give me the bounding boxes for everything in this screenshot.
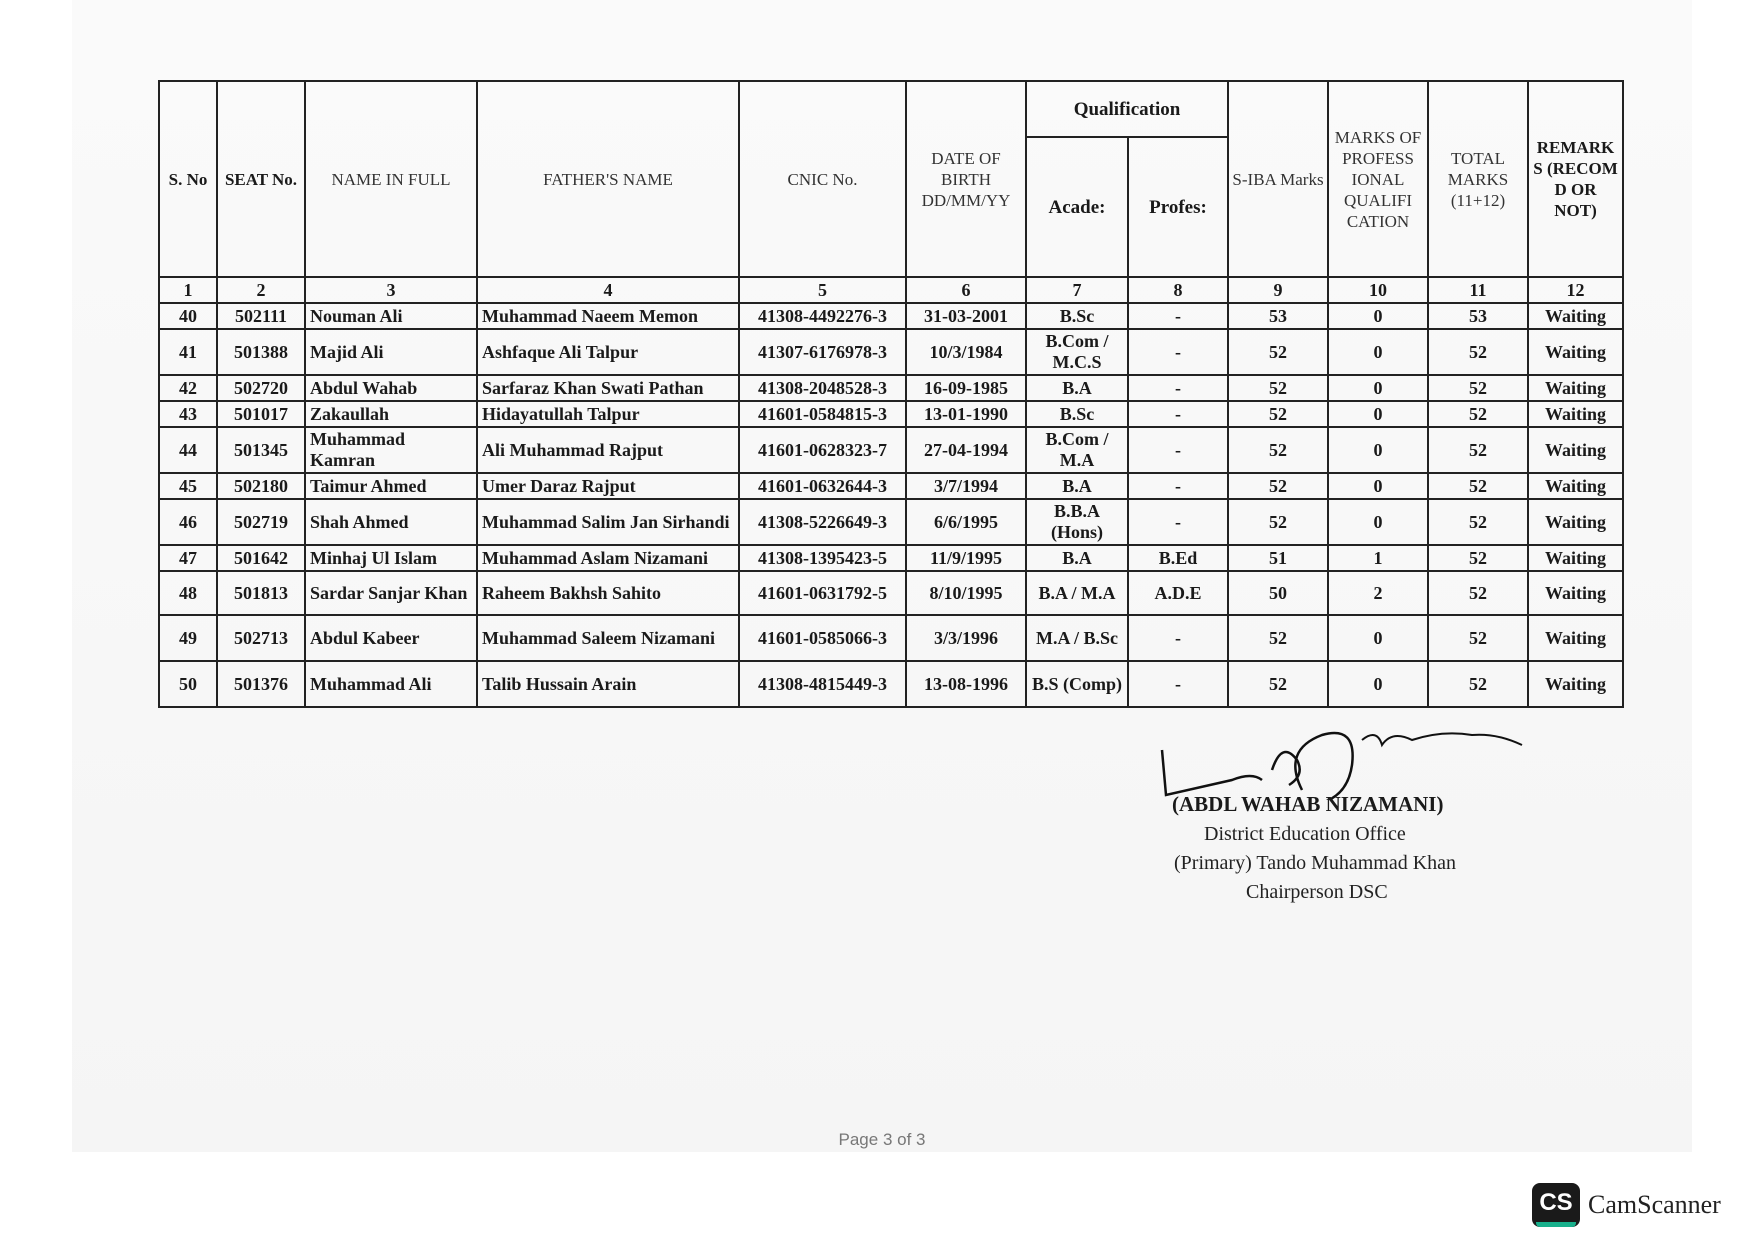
cell-seat: 502180 xyxy=(217,473,305,499)
cell-remarks: Waiting xyxy=(1528,571,1623,615)
cell-sno: 50 xyxy=(159,661,217,707)
paper-sheet xyxy=(72,0,1692,1152)
cell-remarks: Waiting xyxy=(1528,615,1623,661)
cell-father: Muhammad Salim Jan Sirhandi xyxy=(477,499,739,545)
cell-name: Muhammad Ali xyxy=(305,661,477,707)
cell-siba: 52 xyxy=(1228,499,1328,545)
cell-total: 52 xyxy=(1428,401,1528,427)
column-number-cell: 10 xyxy=(1328,277,1428,303)
header-dob: DATE OF BIRTH DD/MM/YY xyxy=(906,81,1026,277)
cell-profes: - xyxy=(1128,427,1228,473)
cell-father: Muhammad Naeem Memon xyxy=(477,303,739,329)
cell-remarks: Waiting xyxy=(1528,473,1623,499)
cell-sno: 46 xyxy=(159,499,217,545)
cell-father: Ali Muhammad Rajput xyxy=(477,427,739,473)
table-row xyxy=(159,329,1623,375)
cell-name: Minhaj Ul Islam xyxy=(305,545,477,571)
cell-total: 52 xyxy=(1428,661,1528,707)
table-row xyxy=(159,661,1623,707)
cell-sno: 43 xyxy=(159,401,217,427)
cell-profes: - xyxy=(1128,473,1228,499)
header-cnic: CNIC No. xyxy=(739,81,906,277)
cell-total: 52 xyxy=(1428,375,1528,401)
cell-remarks: Waiting xyxy=(1528,303,1623,329)
cell-sno: 41 xyxy=(159,329,217,375)
cell-acade: B.A xyxy=(1026,375,1128,401)
column-number-cell: 8 xyxy=(1128,277,1228,303)
cell-remarks: Waiting xyxy=(1528,427,1623,473)
table-row xyxy=(159,499,1623,545)
cell-cnic: 41601-0584815-3 xyxy=(739,401,906,427)
header-father: FATHER'S NAME xyxy=(477,81,739,277)
cell-prof: 0 xyxy=(1328,615,1428,661)
cell-dob: 27-04-1994 xyxy=(906,427,1026,473)
cell-prof: 0 xyxy=(1328,661,1428,707)
cell-profes: - xyxy=(1128,329,1228,375)
cell-father: Umer Daraz Rajput xyxy=(477,473,739,499)
cell-profes: - xyxy=(1128,615,1228,661)
scanned-page xyxy=(72,0,1692,1152)
header-seat: SEAT No. xyxy=(217,81,305,277)
cell-siba: 52 xyxy=(1228,401,1328,427)
cell-total: 53 xyxy=(1428,303,1528,329)
cell-total: 52 xyxy=(1428,329,1528,375)
header-profes: Profes: xyxy=(1128,137,1228,277)
column-number-cell: 5 xyxy=(739,277,906,303)
cell-name: Abdul Kabeer xyxy=(305,615,477,661)
cell-prof: 0 xyxy=(1328,427,1428,473)
cell-cnic: 41601-0628323-7 xyxy=(739,427,906,473)
cell-seat: 501642 xyxy=(217,545,305,571)
cell-remarks: Waiting xyxy=(1528,661,1623,707)
header-prof-marks: MARKS OF PROFESS IONAL QUALIFI CATION xyxy=(1328,81,1428,277)
cell-seat: 501017 xyxy=(217,401,305,427)
cell-prof: 0 xyxy=(1328,473,1428,499)
cell-prof: 0 xyxy=(1328,375,1428,401)
cell-cnic: 41601-0632644-3 xyxy=(739,473,906,499)
cell-dob: 3/3/1996 xyxy=(906,615,1026,661)
table-row xyxy=(159,615,1623,661)
table-row xyxy=(159,427,1623,473)
merit-list-table xyxy=(158,80,1624,708)
cell-sno: 44 xyxy=(159,427,217,473)
cell-dob: 11/9/1995 xyxy=(906,545,1026,571)
cell-sno: 48 xyxy=(159,571,217,615)
cell-seat: 502111 xyxy=(217,303,305,329)
cell-acade: B.A xyxy=(1026,473,1128,499)
cell-prof: 0 xyxy=(1328,499,1428,545)
signatory-office: District Education Office xyxy=(1204,823,1406,845)
cell-siba: 52 xyxy=(1228,427,1328,473)
camscanner-brand: CamScanner xyxy=(1588,1190,1721,1219)
cell-total: 52 xyxy=(1428,427,1528,473)
table-row xyxy=(159,473,1623,499)
cell-siba: 50 xyxy=(1228,571,1328,615)
cell-dob: 13-08-1996 xyxy=(906,661,1026,707)
column-number-cell: 6 xyxy=(906,277,1026,303)
cell-father: Ashfaque Ali Talpur xyxy=(477,329,739,375)
header-name: NAME IN FULL xyxy=(305,81,477,277)
cell-dob: 10/3/1984 xyxy=(906,329,1026,375)
cell-seat: 501813 xyxy=(217,571,305,615)
cell-dob: 3/7/1994 xyxy=(906,473,1026,499)
cell-dob: 31-03-2001 xyxy=(906,303,1026,329)
cell-father: Muhammad Saleem Nizamani xyxy=(477,615,739,661)
header-acade: Acade: xyxy=(1026,137,1128,277)
cell-acade: B.Sc xyxy=(1026,401,1128,427)
signatory-role: Chairperson DSC xyxy=(1246,881,1388,903)
cell-siba: 51 xyxy=(1228,545,1328,571)
cell-total: 52 xyxy=(1428,473,1528,499)
cell-dob: 13-01-1990 xyxy=(906,401,1026,427)
table-body xyxy=(159,303,1623,707)
header-sno: S. No xyxy=(159,81,217,277)
cell-prof: 0 xyxy=(1328,303,1428,329)
cell-cnic: 41307-6176978-3 xyxy=(739,329,906,375)
cell-seat: 502720 xyxy=(217,375,305,401)
cell-prof: 1 xyxy=(1328,545,1428,571)
cell-dob: 16-09-1985 xyxy=(906,375,1026,401)
cell-name: Zakaullah xyxy=(305,401,477,427)
cell-profes: B.Ed xyxy=(1128,545,1228,571)
cell-father: Muhammad Aslam Nizamani xyxy=(477,545,739,571)
cell-remarks: Waiting xyxy=(1528,401,1623,427)
cell-name: Muhammad Kamran xyxy=(305,427,477,473)
cell-name: Nouman Ali xyxy=(305,303,477,329)
column-number-cell: 12 xyxy=(1528,277,1623,303)
cell-acade: B.A / M.A xyxy=(1026,571,1128,615)
cell-seat: 501345 xyxy=(217,427,305,473)
cell-name: Sardar Sanjar Khan xyxy=(305,571,477,615)
cell-remarks: Waiting xyxy=(1528,329,1623,375)
header-siba: S-IBA Marks xyxy=(1228,81,1328,277)
table-row xyxy=(159,303,1623,329)
cell-cnic: 41601-0631792-5 xyxy=(739,571,906,615)
cell-father: Talib Hussain Arain xyxy=(477,661,739,707)
cell-sno: 47 xyxy=(159,545,217,571)
cell-acade: B.B.A (Hons) xyxy=(1026,499,1128,545)
cell-siba: 52 xyxy=(1228,473,1328,499)
cell-profes: - xyxy=(1128,661,1228,707)
cell-acade: B.Sc xyxy=(1026,303,1128,329)
cell-father: Hidayatullah Talpur xyxy=(477,401,739,427)
table-row xyxy=(159,401,1623,427)
handwritten-signature xyxy=(1122,720,1542,800)
table-row xyxy=(159,375,1623,401)
cell-seat: 501388 xyxy=(217,329,305,375)
header-qualification: Qualification xyxy=(1026,81,1228,137)
cell-sno: 45 xyxy=(159,473,217,499)
cell-remarks: Waiting xyxy=(1528,545,1623,571)
camscanner-logo-icon: CS xyxy=(1532,1183,1580,1227)
cell-total: 52 xyxy=(1428,615,1528,661)
cell-cnic: 41308-2048528-3 xyxy=(739,375,906,401)
cell-acade: B.Com / M.C.S xyxy=(1026,329,1128,375)
cell-siba: 52 xyxy=(1228,615,1328,661)
cell-dob: 8/10/1995 xyxy=(906,571,1026,615)
header-remarks: REMARK S (RECOM D OR NOT) xyxy=(1528,81,1623,277)
cell-siba: 52 xyxy=(1228,375,1328,401)
cell-father: Raheem Bakhsh Sahito xyxy=(477,571,739,615)
cell-sno: 49 xyxy=(159,615,217,661)
cell-seat: 501376 xyxy=(217,661,305,707)
cell-profes: - xyxy=(1128,499,1228,545)
page-number: Page 3 of 3 xyxy=(838,1130,926,1149)
cell-remarks: Waiting xyxy=(1528,375,1623,401)
cell-siba: 52 xyxy=(1228,329,1328,375)
column-number-row xyxy=(159,277,1623,303)
cell-seat: 502719 xyxy=(217,499,305,545)
cell-total: 52 xyxy=(1428,545,1528,571)
column-number-cell: 3 xyxy=(305,277,477,303)
cell-remarks: Waiting xyxy=(1528,499,1623,545)
cell-profes: - xyxy=(1128,401,1228,427)
cell-siba: 52 xyxy=(1228,661,1328,707)
cell-name: Shah Ahmed xyxy=(305,499,477,545)
cell-profes: - xyxy=(1128,375,1228,401)
cell-cnic: 41308-1395423-5 xyxy=(739,545,906,571)
cell-cnic: 41308-4815449-3 xyxy=(739,661,906,707)
cell-name: Abdul Wahab xyxy=(305,375,477,401)
signatory-district: (Primary) Tando Muhammad Khan xyxy=(1174,852,1457,874)
cell-acade: B.S (Comp) xyxy=(1026,661,1128,707)
cell-siba: 53 xyxy=(1228,303,1328,329)
cell-profes: - xyxy=(1128,303,1228,329)
cell-cnic: 41308-5226649-3 xyxy=(739,499,906,545)
cell-name: Taimur Ahmed xyxy=(305,473,477,499)
table-row xyxy=(159,571,1623,615)
column-number-cell: 9 xyxy=(1228,277,1328,303)
column-number-cell: 4 xyxy=(477,277,739,303)
cell-profes: A.D.E xyxy=(1128,571,1228,615)
column-number-cell: 7 xyxy=(1026,277,1128,303)
cell-cnic: 41601-0585066-3 xyxy=(739,615,906,661)
cell-prof: 2 xyxy=(1328,571,1428,615)
cell-prof: 0 xyxy=(1328,329,1428,375)
cell-prof: 0 xyxy=(1328,401,1428,427)
column-number-cell: 1 xyxy=(159,277,217,303)
signatory-name: (ABDL WAHAB NIZAMANI) xyxy=(1172,792,1444,816)
column-number-cell: 2 xyxy=(217,277,305,303)
cell-cnic: 41308-4492276-3 xyxy=(739,303,906,329)
table-row xyxy=(159,545,1623,571)
cell-seat: 502713 xyxy=(217,615,305,661)
table-header-row xyxy=(159,81,1623,137)
cell-acade: B.Com / M.A xyxy=(1026,427,1128,473)
cell-acade: M.A / B.Sc xyxy=(1026,615,1128,661)
cell-total: 52 xyxy=(1428,499,1528,545)
cell-sno: 40 xyxy=(159,303,217,329)
cell-acade: B.A xyxy=(1026,545,1128,571)
cell-father: Sarfaraz Khan Swati Pathan xyxy=(477,375,739,401)
header-total: TOTAL MARKS (11+12) xyxy=(1428,81,1528,277)
column-number-cell: 11 xyxy=(1428,277,1528,303)
cell-total: 52 xyxy=(1428,571,1528,615)
cell-sno: 42 xyxy=(159,375,217,401)
cell-dob: 6/6/1995 xyxy=(906,499,1026,545)
cell-name: Majid Ali xyxy=(305,329,477,375)
